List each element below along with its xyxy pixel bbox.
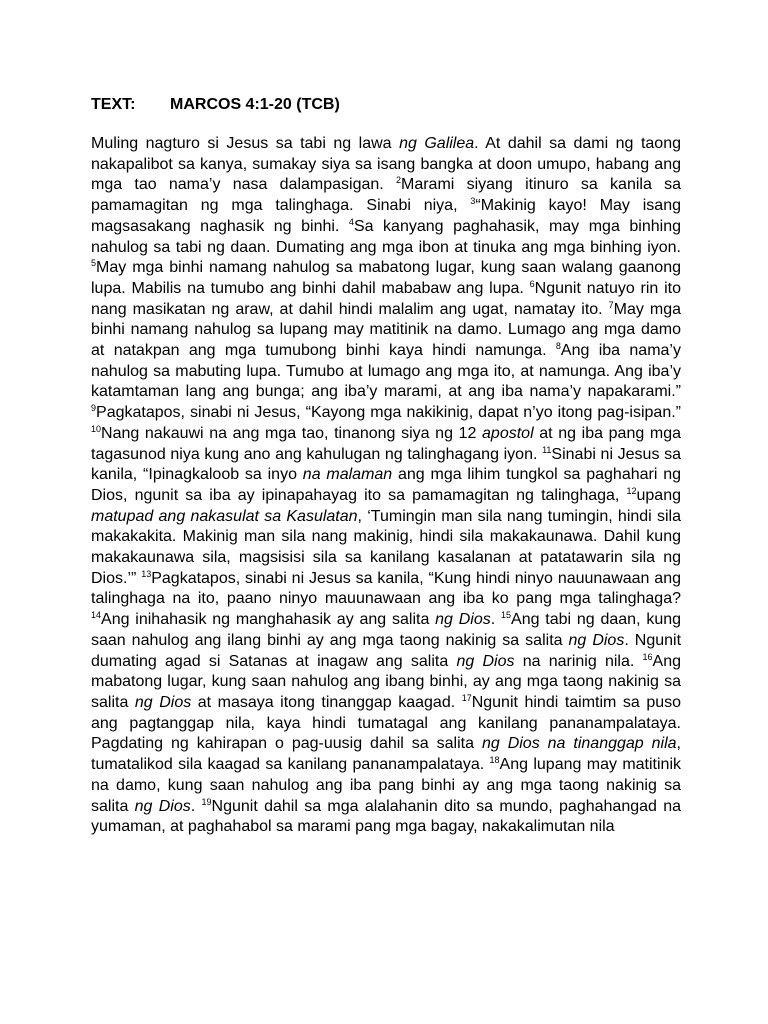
verse-number: 12 [626, 485, 637, 496]
passage-text: Nang nakauwi na ang mga tao, tinanong siya ng 12 [101, 424, 483, 442]
scripture-reference: MARCOS 4:1-20 (TCB) [170, 96, 340, 113]
passage-text: upang [636, 486, 681, 504]
verse-number: 13 [141, 568, 152, 579]
passage-text: na narinig nila. [514, 652, 643, 670]
passage-text: “Makinig kayo! May isang magsasakang naghasik ng binhi. [91, 197, 681, 235]
italic-text: ng Dios na tinanggap nila [481, 735, 677, 753]
verse-number: 4 [348, 216, 354, 227]
passage-text: Ang inihahasik ng manghahasik ay ang salita [101, 611, 436, 629]
passage-text: . [490, 611, 502, 629]
passage-text: Sinabi ni Jesus sa kanila, “Ipinagkaloob sa inyo [91, 445, 681, 484]
passage-text: , tumatalikod sila kaagad sa kanilang pananampalataya. [91, 735, 681, 774]
verse-number: 3 [470, 196, 476, 207]
passage-text: . At dahil sa dami ng taong nakapalibot sa kanya, sumakay siya sa isang bangka at doon umupo, habang ang mga tao nama’y nasa dalampasigan. [91, 135, 681, 194]
italic-text: matupad ang nakasulat sa Kasulatan [91, 507, 358, 525]
passage-text: Ang tabi ng daan, kung saan nahulog ang ilang binhi ay ang mga taong nakinig sa salita [91, 611, 682, 649]
verse-number: 19 [201, 796, 212, 807]
italic-text: ng Dios [568, 631, 625, 649]
passage-text: ang mga lihim tungkol sa paghahari ng Dios, ngunit sa iba ay ipinapahayag ito sa pamamagitan ng talinghaga, [91, 466, 681, 504]
passage-text: May mga binhi namang nahulog sa lupang may matitinik na damo. Lumago ang mga damo at natakpan ang mga tumubong binhi kaya hindi namunga. [91, 300, 681, 360]
passage-text: Pagkatapos, sinabi ni Jesus, “Kayong mga nakikinig, dapat n’yo itong pag-isipan.” [96, 404, 681, 422]
verse-number: 10 [91, 423, 102, 434]
verse-number: 14 [91, 610, 102, 621]
passage-text: . [190, 797, 202, 815]
passage-text: Ang lupang may matitinik na damo, kung saan nahulog ang iba pang binhi ay ang mga taong nakinig sa salita [91, 756, 681, 815]
passage-text: at ng iba pang mga tagasunod niya kung ano ang kahulugan ng talinghagang iyon. [91, 424, 681, 463]
passage-text: Marami siyang itinuro sa kanila sa pamamagitan ng mga talinghaga. Sinabi niya, [91, 176, 681, 215]
passage-text: Ngunit dahil sa mga alalahanin dito sa mundo, paghahangad na yumaman, at paghahabol sa marami pang mga bagay, nakakalimutan nila [91, 797, 682, 836]
italic-text: ng Dios [435, 611, 491, 629]
passage-text: Ngunit hindi taimtim sa puso ang pagtanggap nila, kaya hindi tumatagal ang kanilang pananampalataya. Pagdating ng kahirapan o pag-uusig dahil sa salita [91, 693, 682, 753]
verse-number: 5 [91, 258, 97, 269]
scripture-passage [91, 134, 681, 838]
verse-number: 2 [395, 175, 401, 186]
italic-text: na malaman [302, 466, 393, 484]
passage-text: Muling nagturo si Jesus sa tabi ng lawa [91, 135, 400, 152]
italic-text: apostol [482, 424, 534, 442]
italic-text: ng Galilea [399, 135, 475, 152]
verse-number: 6 [529, 278, 535, 289]
passage-text: , ‘Tumingin man sila nang tumingin, hindi sila makakakita. Makinig man sila nang makinig, hindi sila makakaunawa. Dahil kung makakaunawa sila, magsisisi sila sa kanilang kasalanan at patatawarin sila ng Dios.’” [91, 507, 682, 587]
verse-number: 7 [608, 299, 614, 310]
passage-text: . Ngunit dumating agad si Satanas at inagaw ang salita [91, 631, 682, 670]
verse-number: 9 [91, 403, 97, 414]
passage-text: Ang mabatong lugar, kung saan nahulog ang ibang binhi, ay ang mga taong nakinig sa salita [91, 652, 681, 711]
verse-number: 15 [501, 610, 512, 621]
passage-text: May mga binhi namang nahulog sa mabatong lugar, kung saan walang gaanong lupa. Mabilis na tumubo ang binhi dahil mababaw ang lupa. [91, 259, 681, 297]
heading-label: TEXT: [91, 96, 136, 113]
verse-number: 16 [642, 651, 653, 662]
passage-text: Ang iba nama’y nahulog sa mabuting lupa. Tumubo at lumago ang mga ito, at namunga. Ang iba’y katamtaman lang ang bunga; ang iba’y marami, at ang iba nama’y napakarami.” [91, 342, 681, 401]
passage-text: at masaya itong tinanggap kaagad. [191, 693, 462, 711]
verse-number: 17 [461, 692, 472, 703]
passage-text: Ngunit natuyo rin ito nang masikatan ng araw, at dahil hindi malalim ang ugat, namatay ito. [91, 279, 681, 318]
passage-text: Pagkatapos, sinabi ni Jesus sa kanila, “Kung hindi ninyo nauunawaan ang talinghaga na ito, paano ninyo mauunawaan ang iba ko pang mga talinghaga? [91, 569, 682, 608]
italic-text: ng Dios [456, 652, 515, 670]
verse-number: 18 [489, 755, 500, 766]
passage-heading [91, 96, 340, 114]
verse-number: 8 [555, 341, 561, 352]
italic-text: ng Dios [134, 797, 191, 815]
verse-number: 11 [542, 444, 552, 455]
italic-text: ng Dios [134, 693, 192, 711]
passage-text: Sa kanyang paghahasik, may mga binhing nahulog sa tabi ng daan. Dumating ang mga ibon at tinuka ang mga binhing iyon. [91, 217, 681, 256]
